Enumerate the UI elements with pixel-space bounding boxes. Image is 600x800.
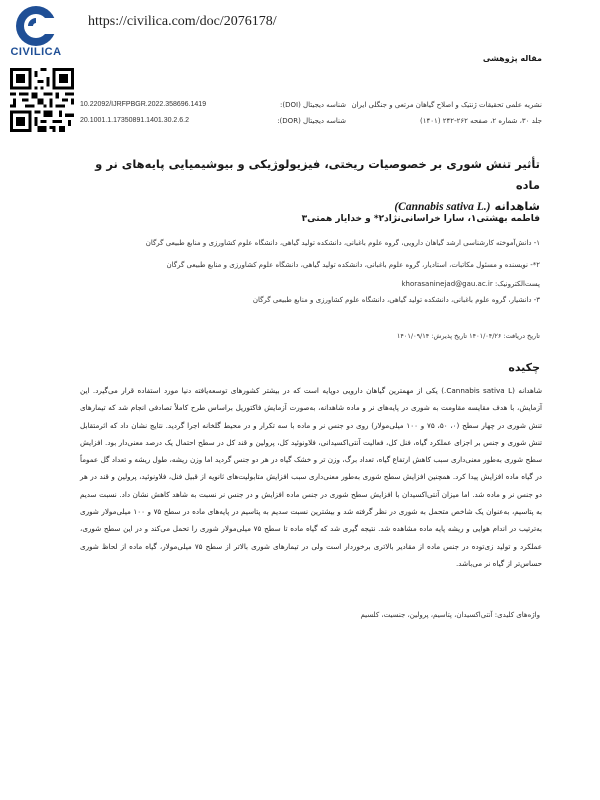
- qr-code-icon: [10, 68, 74, 132]
- qr-code: [10, 68, 74, 132]
- doi-value[interactable]: 10.22092/IJRFPBGR.2022.358696.1419: [80, 101, 207, 108]
- logo-text: CIVILICA: [10, 46, 62, 58]
- abstract-body: شاهدانه (Cannabis sativa L.) یکی از مهمترین گیاهان دارویی دوپایه است که در بیشتر کشورهای توسعه‌یافته دنیا مورد استفاده قرار می‌گیرد. این آزمایش، با هدف مقایسه مقاومت به شوری در پایه‌های نر و ماده شاهدانه، به‌صورت آزمایش فاکتوریل براساس طرح کاملاً تصادفی انجام شد که تیمارهای تنش شوری در چهار سطح (۰، ۵۰، ۷۵ و ۱۰۰ میلی‌مولار) روی دو جنس نر و ماده با سه تکرار و در محیط گلخانه اجرا گردید. نتایج نشان داد که اثرمتقابل تنش شوری و جنس بر اجزای عملکرد گیاه، فنل کل، فعالیت آنتی‌اکسیدانی، فلاونوئید کل، پرولین و قند کل در سطح احتمال یک درصد معنی‌دار بود. افزایش سطح شوری به‌طور معنی‌داری سبب کاهش ارتفاع گیاه، تعداد برگ، وزن تر و خشک گیاه در هر دو جنس گردید اما وزن ریشه، طول ریشه و تعداد گل عموماً در گیاه ماده افزایش پیدا کرد. همچنین افزایش سطح شوری به‌طور معنی‌داری سبب افزایش متابولیت‌های ثانویه از قبیل فنل، فلاونوئید، پرولین و قند در هر دو جنس نر و ماده شد. اما میزان آنتی‌اکسیدان با افزایش سطح شوری در جنس ماده افزایش و در جنس نر نسبت به شاهد کاهش نشان داد. نسبت سدیم به پتاسیم، به‌عنوان یک شاخص متحمل به شوری در نظر گرفته شد و بیشترین نسبت سدیم به پتاسیم در پایه‌های ماده در سطح ۷۵ و ۱۰۰ میلی‌مولار شوری به‌ترتیب در اندام هوایی و ریشه پایه ماده مشاهده شد. نتیجه گیری شد که گیاه ماده تا سطح ۷۵ میلی‌مولار شوری را تحمل می‌کند و در این سطح شوری، عملکرد و تولید زی‌توده در جنس ماده از مقادیر بالاتری برخوردار است ولی در تیمارهای شوری بالاتر از سطح ۷۵ میلی‌مولار، گیاه ماده از لحاظ شوری حساس‌تر از گیاه نر می‌باشد.: [80, 386, 542, 568]
- article-dates: تاریخ دریافت: ۱۴۰۱/۰۴/۲۶ تاریخ پذیرش: ۱۴۰۱/۰۹/۱۴: [396, 332, 540, 340]
- title-persian-name: شاهدانه: [494, 199, 540, 213]
- author-email[interactable]: پست‌الکترونیک: khorasaninejad@gau.ac.ir: [401, 280, 540, 288]
- affiliation-2: ۲*- نویسنده و مسئول مکاتبات، استادیار، گروه علوم باغبانی، دانشکده تولید گیاهی، دانشگاه علوم کشاورزی و منابع طبیعی گرگان: [166, 261, 540, 269]
- dor-label: شناسه دیجیتال (DOR):: [277, 117, 346, 125]
- affiliation-3: ۳- دانشیار، گروه علوم باغبانی، دانشکده تولید گیاهی، دانشگاه علوم کشاورزی و منابع طبیعی گرگان: [252, 296, 540, 304]
- abstract-heading: چکیده: [508, 361, 540, 374]
- authors: فاطمه بهشتی۱، سارا خراسانی‌نژاد۲* و خدایار همتی۳: [301, 214, 540, 224]
- doi-label: شناسه دیجیتال (DOI):: [280, 101, 346, 109]
- title-line-1: تأثیر تنش شوری بر خصوصیات ریختی، فیزیولوژیکی و بیوشیمیایی پایه‌های نر و ماده: [95, 157, 540, 192]
- civilica-logo-icon: [4, 4, 68, 50]
- affiliation-1: ۱- دانش‌آموخته کارشناسی ارشد گیاهان دارویی، گروه علوم باغبانی، دانشکده تولید گیاهی، دانشگاه علوم کشاورزی و منابع طبیعی گرگان: [145, 239, 540, 247]
- title-latin-name: (Cannabis sativa L.): [394, 201, 491, 213]
- article-type: مقاله پژوهشی: [482, 54, 542, 63]
- journal-issue: جلد ۳۰، شماره ۲، صفحه ۲۶۲-۲۴۲ (۱۴۰۱): [420, 117, 542, 125]
- dor-value[interactable]: 20.1001.1.17350891.1401.30.2.6.2: [80, 117, 189, 124]
- document-url[interactable]: https://civilica.com/doc/2076178/: [88, 14, 277, 29]
- journal-name: نشریه علمی تحقیقات ژنتیک و اصلاح گیاهان مرتعی و جنگلی ایران: [351, 101, 542, 109]
- keywords: واژه‌های کلیدی: آنتی‌اکسیدان، پتاسیم، پرولین، جنسیت، کلسیم: [360, 611, 540, 619]
- article-title: [70, 154, 540, 218]
